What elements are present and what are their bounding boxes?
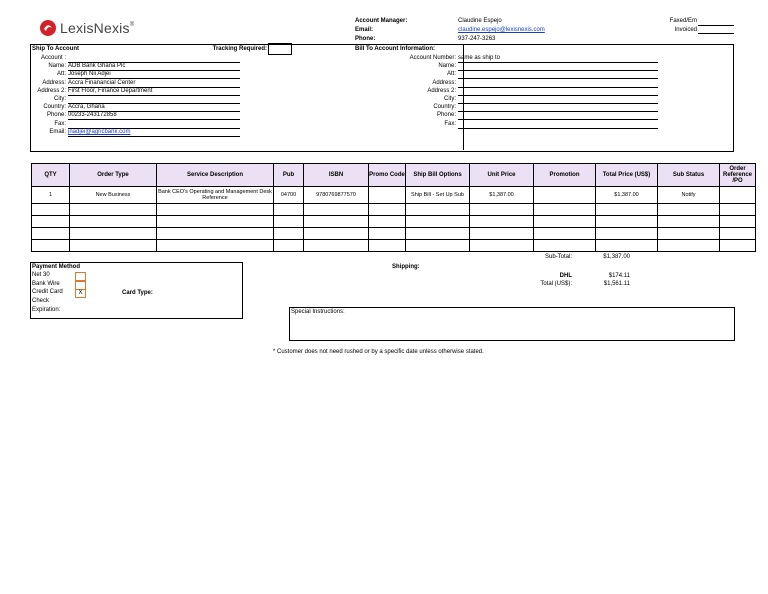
table-cell[interactable] [720,187,756,204]
special-instructions-box[interactable] [289,307,735,341]
table-cell[interactable] [369,204,406,216]
table-cell[interactable] [406,228,470,240]
table-cell[interactable] [720,228,756,240]
table-row [32,240,756,252]
table-cell[interactable] [534,204,596,216]
table-cell[interactable] [304,216,369,228]
ship-to-field-row [32,112,242,120]
ship-to-field-row [32,88,242,96]
bill-to-field-value[interactable]: same as ship to [458,55,658,63]
ship-to-field-row [32,63,242,71]
bill-to-field-label: Fax: [444,120,456,127]
table-cell[interactable] [157,240,274,252]
ship-to-field-label: Fax: [54,120,66,127]
bill-to-field-row [355,88,735,96]
table-cell[interactable]: $1,387.00 [470,187,534,204]
table-cell[interactable] [274,216,304,228]
bill-to-field-label: City: [444,96,456,102]
faxed-label: Faxed/Em [669,18,697,24]
table-cell[interactable] [70,228,157,240]
table-cell[interactable]: Bank CEO's Operating and Management Desk Reference [157,187,274,204]
bill-to-field-value[interactable] [458,96,658,104]
table-cell[interactable] [70,240,157,252]
faxed-field[interactable] [698,25,734,26]
account-manager-label: Account Manager: [355,18,408,24]
bill-to-field-value[interactable] [458,112,658,120]
table-cell[interactable] [470,216,534,228]
card-type-label: Card Type: [122,290,153,296]
table-cell[interactable] [658,228,720,240]
bill-to-field-row [355,55,735,63]
table-row [32,216,756,228]
table-cell[interactable] [304,228,369,240]
ship-to-field-label: Phone: [46,112,66,119]
table-cell[interactable] [32,228,70,240]
table-cell[interactable] [596,228,658,240]
logo-registered-mark: ® [129,22,135,28]
table-cell[interactable] [470,204,534,216]
table-row [32,204,756,216]
table-cell[interactable] [534,228,596,240]
table-cell[interactable] [534,216,596,228]
table-cell[interactable] [369,187,406,204]
bill-to-field-value[interactable] [458,104,658,112]
email-label: Email: [355,27,374,33]
invoiced-field[interactable] [698,33,734,34]
table-cell[interactable] [32,240,70,252]
bill-to-field-row [355,121,735,129]
payment-method-checkbox[interactable] [75,272,86,281]
table-cell[interactable] [658,204,720,216]
table-cell[interactable] [470,240,534,252]
ship-to-field-value[interactable]: First Floor, Finance Department [68,88,240,96]
payment-method-label: Expiration: [32,306,61,313]
payment-method-row [32,298,152,306]
bill-to-title: Bill To Account Information: [355,46,435,52]
ship-to-field-label: Email: [49,128,66,135]
bill-to-field-value[interactable] [458,121,658,129]
table-cell[interactable]: $1,387.00 [596,187,658,204]
ship-to-field-row [32,80,242,88]
table-cell[interactable] [406,204,470,216]
table-cell[interactable] [534,187,596,204]
table-cell[interactable] [720,216,756,228]
table-cell[interactable] [32,216,70,228]
ship-to-field-value[interactable]: Accra Finanancial Center [68,80,240,88]
column-header: Total Price (US$) [596,164,658,187]
ship-to-field-label: Name: [48,63,66,70]
ship-to-title: Ship To Account [32,46,79,52]
payment-method-label: Check [32,298,50,305]
table-cell[interactable] [720,204,756,216]
table-cell[interactable] [304,204,369,216]
payment-method-title: Payment Method [32,264,81,270]
table-cell[interactable] [369,216,406,228]
tracking-required-label: Tracking Required: [212,46,267,52]
table-row [32,187,756,204]
table-cell[interactable] [596,240,658,252]
bill-to-field-label: Country: [433,104,456,111]
ship-to-field-label: Country: [43,104,66,111]
dhl-label: DHL [559,273,572,279]
bill-to-field-row [355,96,735,104]
payment-method-label: Credit Card [32,289,63,296]
table-cell[interactable] [157,216,274,228]
ship-to-field-row [32,121,242,129]
payment-method-row [32,272,152,280]
table-cell[interactable] [470,228,534,240]
footnote: * Customer does not need rushed or by a specific date unless otherwise stated. [273,349,484,355]
table-cell[interactable]: Ship Bill - Set Up Sub [406,187,470,204]
ship-to-field-value[interactable]: Joseph Nii Adjei [68,71,240,79]
column-header: Service Description [157,164,274,187]
column-header: Order Reference /PO [720,164,756,187]
logo-icon [39,19,57,37]
lexisnexis-logo [39,19,134,37]
column-header: Promotion [534,164,596,187]
table-cell[interactable] [274,240,304,252]
subtotal-value: $1,387.00 [603,254,630,260]
order-table [31,163,756,252]
bill-to-field-value[interactable] [458,63,658,71]
table-cell[interactable] [274,228,304,240]
invoiced-label: Invoiced [674,27,697,33]
bill-to-field-label: Address 2: [427,87,456,94]
column-header: Sub Status [658,164,720,187]
table-cell[interactable]: 9780769877570 [304,187,369,204]
table-cell[interactable]: Notify [658,187,720,204]
ship-to-field-label: City: [54,96,66,102]
bill-to-field-label: Name: [438,63,456,70]
bill-to-field-row [355,71,735,79]
bill-to-field-value[interactable] [458,88,658,96]
ship-to-field-value[interactable] [68,121,240,129]
table-cell[interactable] [658,216,720,228]
ship-to-field-label: Account : [40,55,66,61]
ship-to-field-label: Att: [56,71,66,78]
subtotal-label: Sub-Total: [544,254,572,260]
column-header: Ship Bill Options [406,164,470,187]
ship-to-field-row [32,96,242,104]
table-cell[interactable] [157,204,274,216]
table-cell[interactable] [304,240,369,252]
bill-to-field-row [355,112,735,120]
bill-to-field-label: Phone: [436,112,456,119]
payment-method-label: Bank Wire [32,280,60,287]
ship-to-field-value[interactable]: ADB Bank Ghana Plc [68,63,240,71]
ship-to-field-label: Address 2: [37,87,66,94]
ship-to-field-value[interactable] [68,96,240,104]
ship-to-field-row [32,104,242,112]
table-cell[interactable] [369,228,406,240]
phone-value: 937-247-3263 [458,36,496,42]
table-cell[interactable] [32,204,70,216]
ship-to-field-row [32,71,242,79]
total-label: Total (US$): [540,281,572,287]
bill-to-field-row [355,104,735,112]
total-value: $1,561.11 [603,281,630,287]
table-cell[interactable] [406,240,470,252]
table-cell[interactable] [720,240,756,252]
bill-to-field-row [355,80,735,88]
column-header: Promo Code [369,164,406,187]
payment-method-checkbox[interactable]: X [75,289,86,298]
ship-to-field-row [32,55,242,63]
ship-to-field-value[interactable]: 00233-243172858 [68,112,240,120]
ship-to-field-value[interactable] [68,55,240,63]
table-cell[interactable] [274,204,304,216]
bill-to-field-label: Att: [446,71,456,78]
table-cell[interactable] [596,216,658,228]
ship-to-field-value[interactable]: jnadjei@agricbank.com [68,129,240,137]
phone-label: Phone: [355,36,376,42]
ship-to-field-row [32,129,242,137]
table-cell[interactable] [157,228,274,240]
column-header: Pub [274,164,304,187]
column-header: QTY [32,164,70,187]
table-cell[interactable]: 1 [32,187,70,204]
table-cell[interactable] [596,204,658,216]
order-table-header [32,164,756,187]
bill-to-field-value[interactable] [458,80,658,88]
payment-method-row [32,307,152,315]
table-cell[interactable] [534,240,596,252]
table-cell[interactable]: 04700 [274,187,304,204]
logo-text: LexisNexis [60,20,130,36]
table-cell[interactable] [658,240,720,252]
column-header: Unit Price [470,164,534,187]
payment-method-label: Net 30 [32,272,50,278]
shipping-label: Shipping: [392,264,420,270]
ship-to-field-label: Address: [42,79,66,86]
payment-method-row [32,281,152,289]
manager-email-link[interactable]: claudine.espejo@lexisnexis.com [458,27,545,33]
table-cell[interactable] [406,216,470,228]
bill-to-field-row [355,63,735,71]
special-instructions-label: Special Instructions: [291,309,345,315]
bill-to-field-label: Account Number: [409,55,456,61]
column-header: Order Type [70,164,157,187]
table-row [32,228,756,240]
dhl-value: $174.11 [608,273,630,279]
ship-to-field-value[interactable]: Accra, Ghana [68,104,240,112]
table-cell[interactable] [70,216,157,228]
table-cell[interactable]: New Business [70,187,157,204]
bill-to-field-value[interactable] [458,71,658,79]
tracking-required-checkbox[interactable] [268,43,292,55]
account-manager-value: Claudine Espejo [458,18,502,24]
column-header: ISBN [304,164,369,187]
table-cell[interactable] [70,204,157,216]
bill-to-field-label: Address: [432,79,456,86]
payment-method-checkbox[interactable] [75,281,86,290]
table-cell[interactable] [369,240,406,252]
